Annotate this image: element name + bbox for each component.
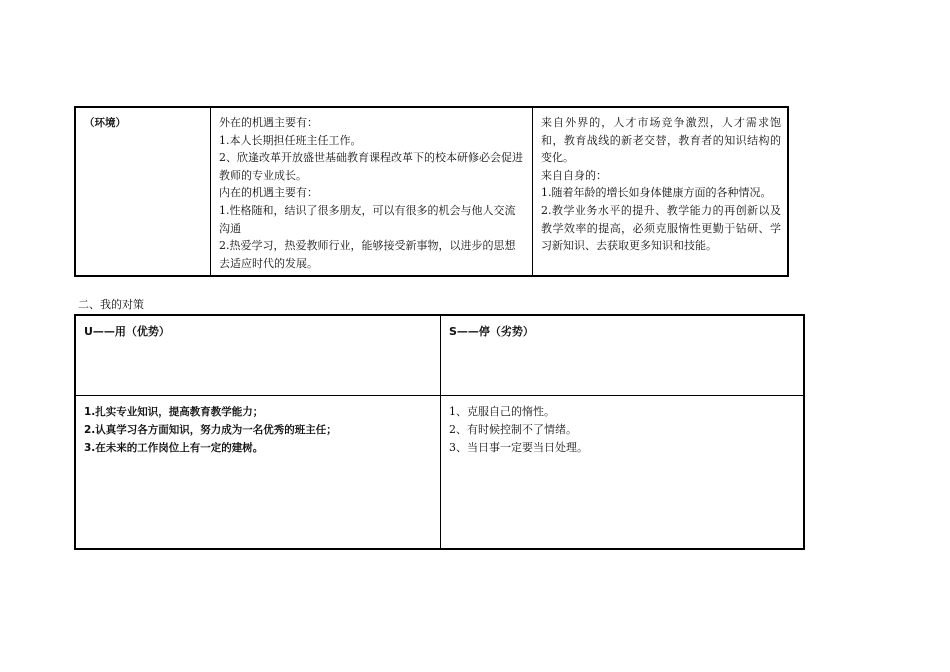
environment-label: （环境） — [84, 117, 126, 129]
threat-line: 来自自身的： — [541, 168, 607, 182]
strength-item: 3.在未来的工作岗位上有一定的建树。 — [84, 442, 264, 454]
weakness-item: 1、克服自己的惰性。 — [449, 405, 555, 418]
threat-line: 2.教学业务水平的提升、教学能力的再创新以及教学效率的提高，必须克服惰性更勤于钻研、学习新知识、去获取更多知识和技能。 — [541, 203, 781, 253]
weaknesses-header: S——停（劣势） — [449, 325, 534, 338]
strategy-header-row — [76, 316, 803, 396]
opportunity-line: 2、欣逢改革开放盛世基础教育课程改革下的校本研修必会促进教师的专业成长。 — [219, 151, 523, 182]
strength-item: 2.认真学习各方面知识，努力成为一名优秀的班主任； — [84, 424, 337, 436]
weakness-item: 2、有时候控制不了情绪。 — [449, 423, 577, 436]
environment-table — [74, 106, 789, 277]
environment-label-cell — [76, 108, 211, 275]
section-heading: 二、我的对策 — [78, 298, 144, 311]
strategy-table — [74, 314, 805, 550]
opportunity-line: 1.性格随和，结识了很多朋友，可以有很多的机会与他人交流沟通 — [219, 203, 516, 235]
strengths-cell — [76, 396, 441, 548]
threat-line: 1.随着年龄的增长如身体健康方面的各种情况。 — [541, 186, 772, 200]
strengths-header-cell — [76, 316, 441, 395]
opportunity-line: 内在的机遇主要有： — [219, 186, 318, 200]
threats-cell — [533, 108, 787, 275]
strength-item: 1.扎实专业知识，提高教育教学能力； — [84, 406, 264, 418]
weaknesses-header-cell — [441, 316, 803, 395]
opportunities-cell — [211, 108, 533, 275]
threat-line: 来自外界的，人才市场竞争激烈，人才需求饱和，教育战线的新老交替，教育者的知识结构的变化。 — [541, 116, 781, 165]
weakness-item: 3、当日事一定要当日处理。 — [449, 441, 588, 454]
weaknesses-cell — [441, 396, 803, 548]
opportunity-line: 2.热爱学习，热爱教师行业，能够接受新事物，以进步的思想去适应时代的发展。 — [219, 239, 516, 270]
strategy-content-row — [76, 396, 803, 548]
opportunity-line: 外在的机遇主要有： — [219, 116, 318, 129]
opportunity-line: 1.本人长期担任班主任工作。 — [219, 133, 362, 147]
strengths-header: U——用（优势） — [84, 325, 170, 338]
